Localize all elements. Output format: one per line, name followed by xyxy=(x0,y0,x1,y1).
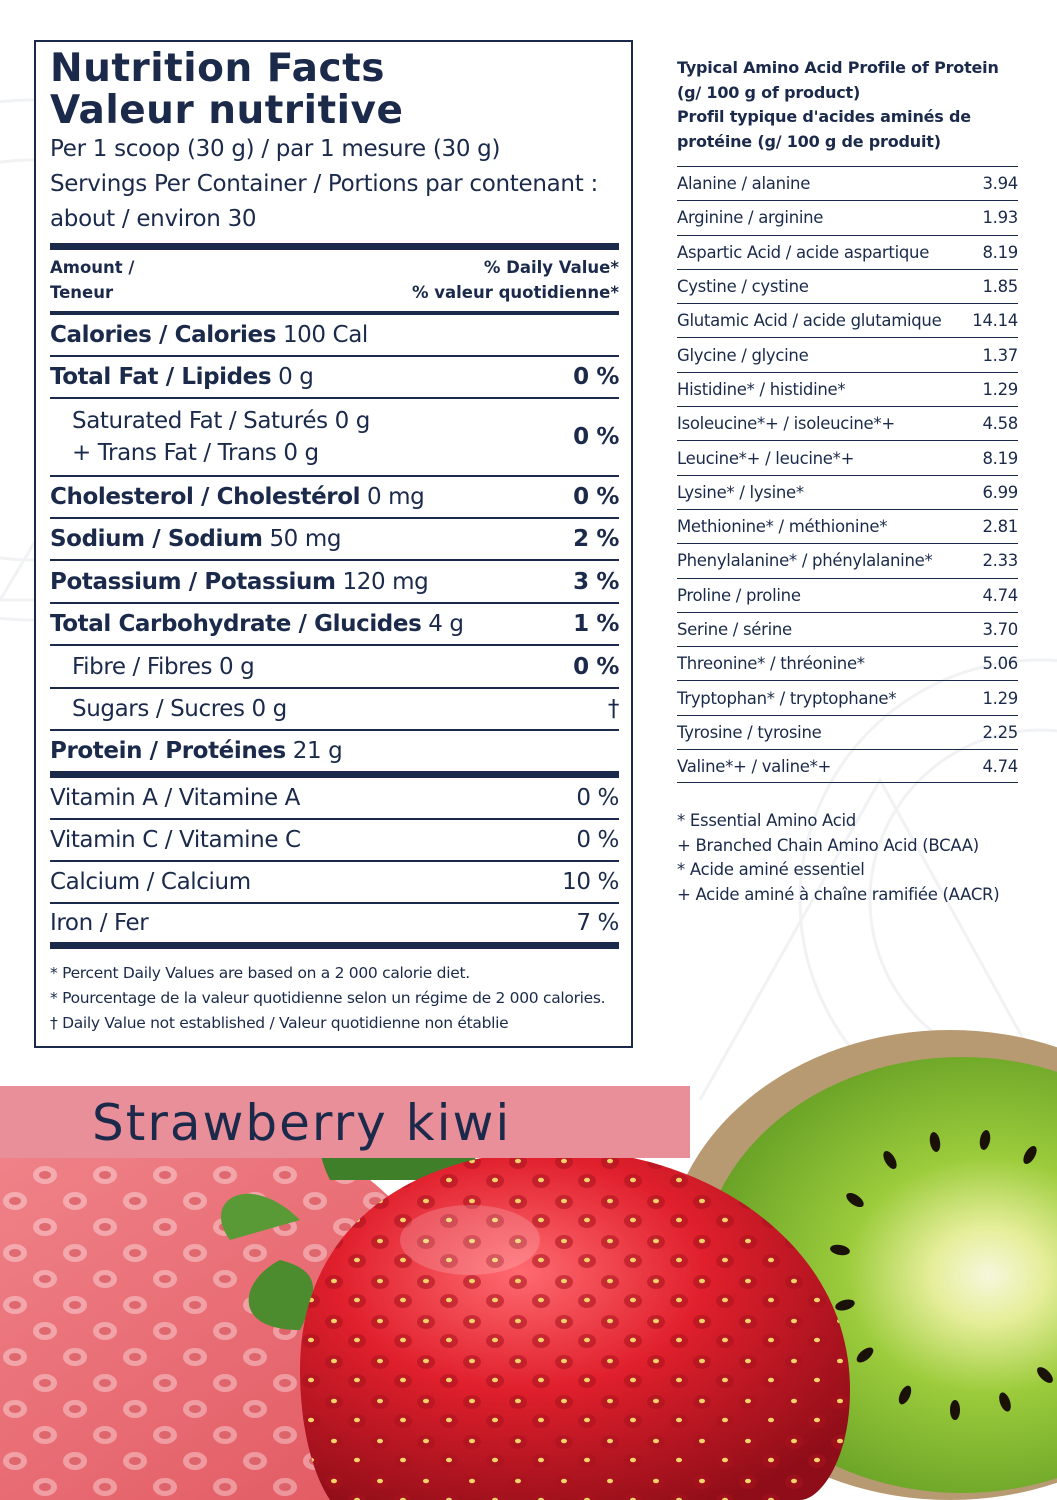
amino-name: Glycine / glycine xyxy=(677,345,809,365)
sodium-row xyxy=(50,519,619,561)
amino-value: 4.74 xyxy=(982,585,1018,605)
amino-name: Aspartic Acid / acide aspartique xyxy=(677,242,930,262)
amino-value: 4.74 xyxy=(982,756,1018,776)
carbohydrate-value: 4 g xyxy=(421,611,464,637)
calories-label: Calories / Calories xyxy=(50,322,277,348)
total-fat-row xyxy=(50,357,619,399)
amino-title-line: protéine (g/ 100 g de produit) xyxy=(677,131,941,151)
amino-value: 4.58 xyxy=(982,414,1018,434)
amino-row xyxy=(677,235,1018,269)
amino-row xyxy=(677,337,1018,371)
column-header xyxy=(50,250,619,311)
amino-row xyxy=(677,509,1018,543)
amino-value: 2.25 xyxy=(982,722,1018,742)
amino-row xyxy=(677,680,1018,714)
sodium-value: 50 mg xyxy=(262,526,342,552)
amino-value: 14.14 xyxy=(972,311,1018,331)
vitamin-row xyxy=(50,904,619,949)
vitamin-dv: 7 % xyxy=(576,910,619,936)
amino-row xyxy=(677,166,1018,200)
amino-row xyxy=(677,578,1018,612)
amino-name: Methionine* / méthionine* xyxy=(677,517,888,537)
amino-acid-title xyxy=(677,56,1018,154)
total-fat-dv: 0 % xyxy=(573,364,619,390)
carbohydrate-dv: 1 % xyxy=(573,611,619,637)
amino-value: 2.81 xyxy=(982,517,1018,537)
fibre-dv: 0 % xyxy=(573,653,619,680)
amino-name: Histidine* / histidine* xyxy=(677,379,846,399)
vitamin-dv: 0 % xyxy=(576,785,619,811)
sugars-row xyxy=(50,689,619,731)
potassium-row xyxy=(50,561,619,604)
amino-name: Lysine* / lysine* xyxy=(677,482,804,502)
amino-row xyxy=(677,303,1018,337)
divider-thick xyxy=(50,243,619,250)
vitamin-row xyxy=(50,778,619,820)
vitamin-label: Iron / Fer xyxy=(50,910,149,936)
protein-row xyxy=(50,731,619,771)
amino-row xyxy=(677,406,1018,440)
amino-name: Phenylalanine* / phénylalanine* xyxy=(677,551,933,571)
protein-value: 21 g xyxy=(285,738,343,764)
amino-row xyxy=(677,646,1018,680)
calories-value: 100 Cal xyxy=(276,322,368,348)
amino-row xyxy=(677,372,1018,406)
amino-value: 1.29 xyxy=(982,379,1018,399)
amino-note: + Branched Chain Amino Acid (BCAA) xyxy=(677,835,979,855)
amino-row xyxy=(677,543,1018,577)
amino-name: Threonine* / thréonine* xyxy=(677,654,865,674)
vitamin-dv: 10 % xyxy=(562,869,619,895)
amino-name: Cystine / cystine xyxy=(677,277,809,297)
servings-per-container: Servings Per Container / Portions par contenant : xyxy=(50,171,598,197)
amino-title-line: Typical Amino Acid Profile of Protein xyxy=(677,58,999,77)
amino-row xyxy=(677,715,1018,749)
vitamin-label: Vitamin C / Vitamine C xyxy=(50,827,301,853)
amino-name: Alanine / alanine xyxy=(677,174,811,194)
servings-per-container-amount: about / environ 30 xyxy=(50,206,257,232)
amino-value: 5.06 xyxy=(982,654,1018,674)
vitamin-label: Calcium / Calcium xyxy=(50,869,251,895)
cholesterol-row xyxy=(50,477,619,519)
sugars-label: Sugars / Sucres 0 g xyxy=(72,696,287,722)
sodium-dv: 2 % xyxy=(573,526,619,552)
amino-value: 3.70 xyxy=(982,620,1018,639)
trans-fat: + Trans Fat / Trans 0 g xyxy=(72,440,319,466)
amino-value: 1.29 xyxy=(982,688,1018,708)
amino-value: 8.19 xyxy=(982,242,1018,262)
carbohydrate-label: Total Carbohydrate / Glucides xyxy=(50,611,422,637)
footnote: * Pourcentage de la valeur quotidienne selon un régime de 2 000 calories. xyxy=(50,989,606,1007)
total-fat-value: 0 g xyxy=(271,364,314,390)
amino-row xyxy=(677,475,1018,509)
potassium-dv: 3 % xyxy=(573,568,619,595)
amino-title-line: (g/ 100 g of product) xyxy=(677,82,861,102)
amino-acid-profile xyxy=(677,56,1018,907)
amino-name: Tryptophan* / tryptophane* xyxy=(677,688,897,708)
nutrition-footnotes xyxy=(50,949,619,1036)
fibre-row xyxy=(50,646,619,689)
saturated-trans-fat-dv: 0 % xyxy=(573,424,619,450)
sodium-label: Sodium / Sodium xyxy=(50,526,263,552)
amount-label: Amount / xyxy=(50,258,135,277)
amino-name: Serine / sérine xyxy=(677,620,792,639)
amount-label-fr: Teneur xyxy=(50,283,114,302)
cholesterol-label: Cholesterol / Cholestérol xyxy=(50,484,361,510)
nutrition-title-fr: Valeur nutritive xyxy=(50,88,404,133)
amino-row xyxy=(677,612,1018,646)
amino-value: 1.85 xyxy=(982,277,1018,297)
amino-name: Arginine / arginine xyxy=(677,208,824,228)
potassium-label: Potassium / Potassium xyxy=(50,568,336,595)
amino-name: Tyrosine / tyrosine xyxy=(677,722,822,742)
amino-note: * Essential Amino Acid xyxy=(677,811,856,831)
amino-acid-table xyxy=(677,166,1018,783)
sugars-dv: † xyxy=(607,696,619,722)
daily-value-label: % Daily Value* xyxy=(483,258,619,277)
amino-name: Valine*+ / valine*+ xyxy=(677,756,832,776)
amino-row xyxy=(677,200,1018,234)
flavor-name: Strawberry kiwi xyxy=(92,1094,512,1152)
total-fat-label: Total Fat / Lipides xyxy=(50,364,272,390)
amino-name: Proline / proline xyxy=(677,585,801,605)
amino-value: 8.19 xyxy=(982,448,1018,468)
potassium-value: 120 mg xyxy=(335,568,429,595)
cholesterol-value: 0 mg xyxy=(360,484,425,510)
amino-value: 1.93 xyxy=(982,208,1018,228)
saturated-fat: Saturated Fat / Saturés 0 g xyxy=(72,408,370,434)
amino-value: 1.37 xyxy=(982,345,1018,365)
serving-size: Per 1 scoop (30 g) / par 1 mesure (30 g) xyxy=(50,136,501,162)
vitamin-dv: 0 % xyxy=(576,827,619,853)
amino-row xyxy=(677,269,1018,303)
amino-row xyxy=(677,749,1018,783)
nutrition-facts-panel xyxy=(34,40,633,1048)
divider-thick xyxy=(50,771,619,778)
carbohydrate-row xyxy=(50,604,619,646)
protein-label: Protein / Protéines xyxy=(50,738,286,764)
amino-value: 6.99 xyxy=(982,482,1018,502)
amino-value: 3.94 xyxy=(982,174,1018,194)
amino-acid-notes xyxy=(677,809,1018,907)
calories-row xyxy=(50,315,619,357)
amino-name: Isoleucine*+ / isoleucine*+ xyxy=(677,414,895,434)
daily-value-label-fr: % valeur quotidienne* xyxy=(411,283,619,302)
fibre-label: Fibre / Fibres 0 g xyxy=(72,653,255,680)
cholesterol-dv: 0 % xyxy=(573,484,619,510)
amino-title-line: Profil typique d'acides aminés de xyxy=(677,107,971,126)
vitamin-row xyxy=(50,820,619,862)
vitamin-row xyxy=(50,862,619,904)
footnote: † Daily Value not established / Valeur quotidienne non établie xyxy=(50,1014,509,1032)
vitamin-label: Vitamin A / Vitamine A xyxy=(50,785,301,811)
amino-value: 2.33 xyxy=(982,551,1018,571)
amino-note: + Acide aminé à chaîne ramifiée (AACR) xyxy=(677,884,1000,904)
saturated-trans-fat-row xyxy=(50,399,619,477)
amino-row xyxy=(677,440,1018,474)
nutrition-title-en: Nutrition Facts xyxy=(50,46,385,91)
amino-name: Glutamic Acid / acide glutamique xyxy=(677,311,942,331)
amino-name: Leucine*+ / leucine*+ xyxy=(677,448,855,468)
footnote: * Percent Daily Values are based on a 2 000 calorie diet. xyxy=(50,964,470,982)
amino-note: * Acide aminé essentiel xyxy=(677,860,865,880)
